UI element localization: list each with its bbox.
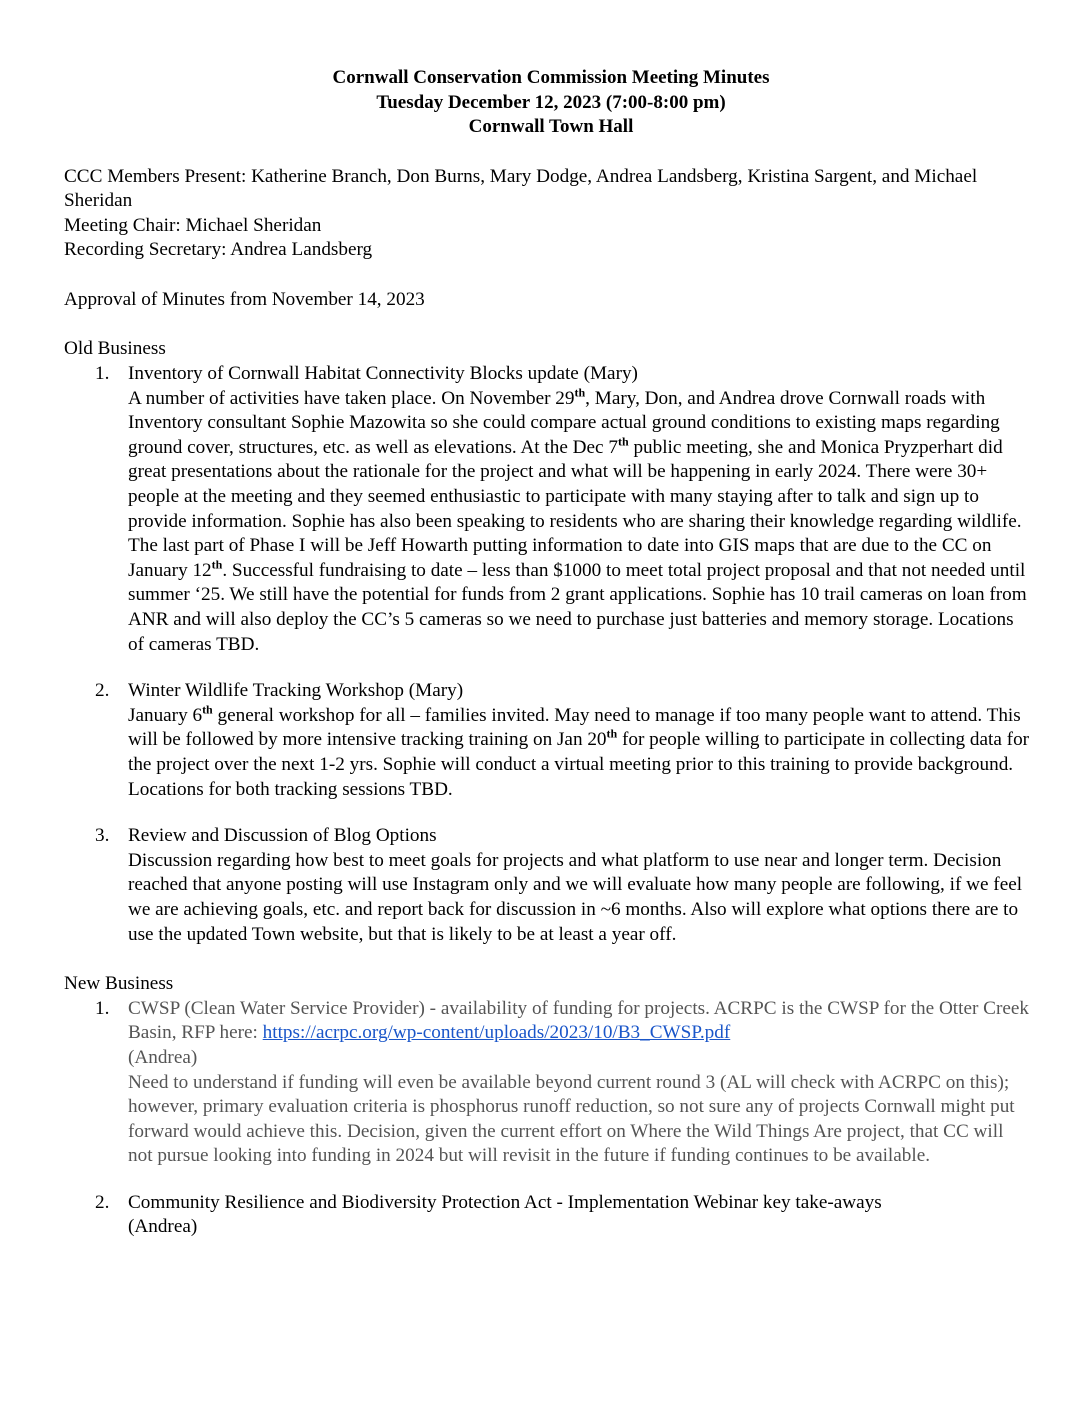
old-business-section	[64, 337, 1030, 947]
minutes-content	[64, 66, 1030, 1240]
new-business-list	[64, 997, 1030, 1240]
item-number: 2.	[95, 1191, 110, 1213]
rfp-link[interactable]: https://acrpc.org/wp-content/uploads/2023/10/B3_CWSP.pdf	[262, 1022, 731, 1044]
item-number: 1.	[95, 363, 110, 385]
list-item	[64, 824, 1030, 947]
item-body: Need to understand if funding will even be available beyond current round 3 (AL will check with ACRPC on this); however, primary evaluation criteria is phosphorus runoff reduction, so not sure any of projects Cornwall might put forward would achieve this. Decision, given the current effort on Where the Wild Things Are project, that CC will not pursue looking into funding in 2024 but will revisit in the future if funding continues to be available.	[128, 1071, 1015, 1167]
old-business-heading: Old Business	[64, 338, 166, 360]
item-number: 3.	[95, 825, 110, 847]
ordinal-suffix: th	[574, 385, 586, 400]
ordinal-suffix: th	[606, 726, 618, 741]
item-body-text: for people willing to participate in collecting data for the project over the next 1-2 yrs. Sophie will conduct a virtual meeting prior to this training to provide background. Locations for both tracking sessions TBD.	[128, 729, 1030, 800]
document-title: Cornwall Conservation Commission Meeting Minutes	[332, 67, 770, 88]
list-item	[64, 997, 1030, 1169]
item-body	[128, 704, 1030, 802]
ordinal-suffix: th	[202, 702, 213, 717]
item-body: Discussion regarding how best to meet goals for projects and what platform to use near and longer term. Decision reached that anyone posting will use Instagram only and we will evaluate how many people are following, if we feel we are achieving goals, etc. and report back for discussion in ~6 months. Also will explore what options there are to use the updated Town website, but that is likely to be at least a year off.	[128, 849, 1023, 945]
item-title-presenter: (Andrea)	[128, 1046, 198, 1068]
item-number: 2.	[95, 680, 110, 702]
item-body-text: January 6	[128, 704, 203, 726]
ordinal-suffix: th	[211, 557, 223, 572]
list-item	[64, 1191, 1030, 1240]
item-body-text: A number of activities have taken place. On November 29	[128, 387, 575, 409]
item-number: 1.	[95, 997, 110, 1019]
new-business-section	[64, 972, 1030, 1240]
document-header	[72, 66, 1030, 140]
item-title: Community Resilience and Biodiversity Protection Act - Implementation Webinar key take-aways (Andrea)	[128, 1191, 882, 1238]
ordinal-suffix: th	[617, 434, 629, 449]
new-business-heading: New Business	[64, 973, 174, 995]
item-body-text: general workshop for all – families invited. May need to manage if too many people want to attend. This will be followed by more intensive tracking training on Jan 20	[128, 704, 1021, 751]
item-body-text: , Mary, Don, and Andrea drove Cornwall roads with Inventory consultant Sophie Mazowita so she could compare actual ground conditions to existing maps regarding ground cover, structures, etc. as well as elevations. At the Dec 7	[128, 387, 1000, 458]
meeting-chair: Meeting Chair: Michael Sheridan	[64, 214, 322, 236]
item-title: Winter Wildlife Tracking Workshop (Mary)	[128, 680, 464, 702]
old-business-list	[64, 362, 1030, 947]
attendance-section	[64, 165, 1030, 263]
item-body	[128, 387, 1030, 658]
item-title	[128, 997, 1030, 1071]
item-title: Inventory of Cornwall Habitat Connectivity Blocks update (Mary)	[128, 363, 638, 385]
meeting-date: Tuesday December 12, 2023 (7:00-8:00 pm)	[376, 91, 726, 113]
item-body-text: public meeting, she and Monica Pryzperhart did great presentations about the rationale for the project and what will be happening in early 2024. There were 30+ people at the meeting and they seemed enthusiastic to participate with many staying after to talk and sign up to provide information. Sophie has also been speaking to residents who are sharing their knowledge regarding wildlife. The last part of Phase I will be Jeff Howarth putting information to date into GIS maps that are due to the CC on January 12	[128, 436, 1022, 581]
meeting-location: Cornwall Town Hall	[468, 116, 634, 137]
item-body-text: . Successful fundraising to date – less than $1000 to meet total project proposal and that not needed until summer ‘25. We still have the potential for funds from 2 grant applications. Sophie has 10 trail cameras on loan from ANR and will also deploy the CC’s 5 cameras so we need to purchase just batteries and memory storage. Locations of cameras TBD.	[128, 559, 1027, 655]
list-item	[64, 679, 1030, 802]
item-title-text: CWSP (Clean Water Service Provider) - availability of funding for projects. ACRPC is the CWSP for the Otter Creek Basin, RFP here:	[128, 997, 1029, 1044]
approval-of-minutes: Approval of Minutes from November 14, 2023	[64, 288, 425, 310]
item-title: Review and Discussion of Blog Options	[128, 825, 437, 847]
recording-secretary: Recording Secretary: Andrea Landsberg	[64, 239, 373, 261]
members-present: CCC Members Present: Katherine Branch, Don Burns, Mary Dodge, Andrea Landsberg, Kristina Sargent, and Michael Sheridan	[64, 165, 978, 212]
list-item	[64, 362, 1030, 657]
